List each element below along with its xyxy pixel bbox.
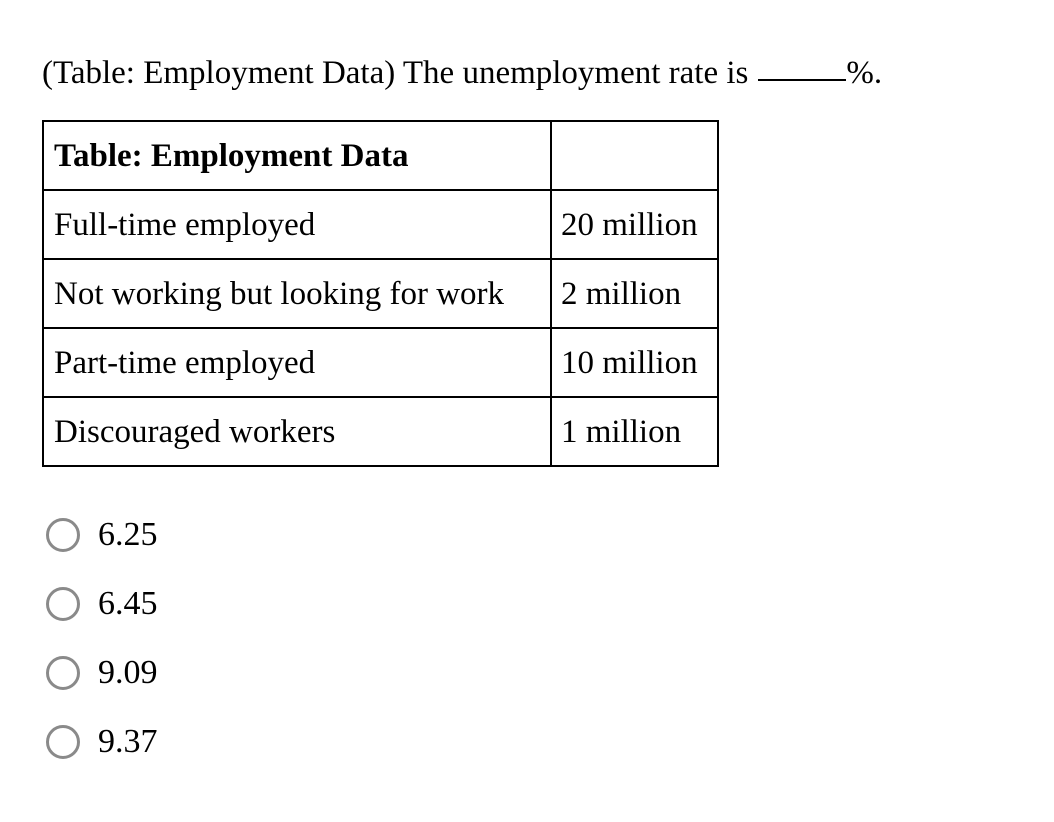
- radio-button[interactable]: [46, 656, 80, 690]
- row-value: 20 million: [551, 190, 718, 259]
- answer-option-1[interactable]: [46, 500, 158, 569]
- question-prefix: (Table: Employment Data) The unemployment rate is: [42, 55, 749, 91]
- answer-option-3[interactable]: [46, 638, 158, 707]
- option-label: 6.25: [98, 515, 158, 553]
- radio-button[interactable]: [46, 518, 80, 552]
- option-label: 6.45: [98, 584, 158, 622]
- employment-data-table: [42, 120, 719, 467]
- row-label: Part-time employed: [43, 328, 551, 397]
- answer-option-2[interactable]: [46, 569, 158, 638]
- question-suffix: %.: [846, 55, 883, 91]
- answer-option-4[interactable]: [46, 707, 158, 776]
- answer-blank: [758, 49, 846, 81]
- option-label: 9.09: [98, 653, 158, 691]
- radio-button[interactable]: [46, 725, 80, 759]
- table-row: [43, 259, 718, 328]
- table-row: [43, 190, 718, 259]
- answer-options: [46, 500, 158, 776]
- table-header-row: [43, 121, 718, 190]
- question-text: [42, 50, 882, 96]
- row-value: 2 million: [551, 259, 718, 328]
- table-header-empty-cell: [551, 121, 718, 190]
- row-label: Discouraged workers: [43, 397, 551, 466]
- table-row: [43, 328, 718, 397]
- row-label: Not working but looking for work: [43, 259, 551, 328]
- table-row: [43, 397, 718, 466]
- row-value: 1 million: [551, 397, 718, 466]
- table-title: Table: Employment Data: [43, 121, 551, 190]
- row-label: Full-time employed: [43, 190, 551, 259]
- option-label: 9.37: [98, 722, 158, 760]
- radio-button[interactable]: [46, 587, 80, 621]
- row-value: 10 million: [551, 328, 718, 397]
